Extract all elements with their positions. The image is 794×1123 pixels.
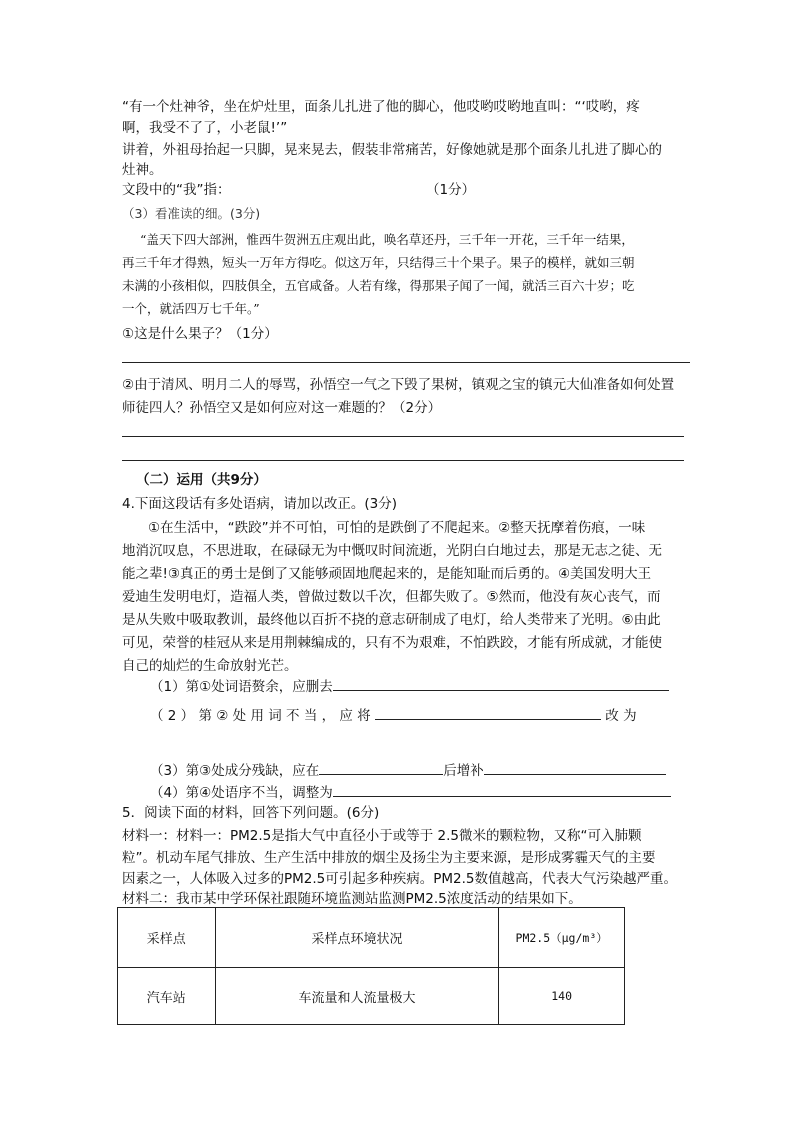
quote-line-1: “有一个灶神爷，坐在炉灶里，面条儿扎进了他的脚心，他哎哟哎哟地直叫：“‘哎哟，疼: [122, 99, 640, 115]
section-title: （二）运用（共9分）: [136, 472, 267, 488]
q4-paragraph-line-7: 自己的灿烂的生命放射光芒。: [122, 658, 298, 674]
table-header-cell: 采样点环境状况: [215, 908, 499, 968]
q4-item-3-label-b: 后增补: [443, 763, 484, 779]
answer-line: [122, 362, 690, 363]
answer-line: [122, 436, 684, 437]
table-header-cell: 采样点: [118, 908, 216, 968]
q4-item-1-label: （1）第①处词语赘余，应删去: [150, 679, 333, 695]
q4-item-3-blank-1[interactable]: [319, 760, 443, 775]
q4-item-3: [150, 760, 666, 781]
table-header-row: [118, 908, 625, 968]
q4-paragraph-line-3: 能之辈!③真正的勇士是倒了又能够顽固地爬起来的，是能知耻而后勇的。④美国发明大王: [122, 566, 652, 582]
q4-item-2: [150, 705, 637, 726]
q4-paragraph-line-6: 可见，荣誉的桂冠从来是用荆棘编成的，只有不为艰难，不怕跌跤，才能有所成就，才能使: [122, 635, 662, 651]
narration-line-2: 灶神。: [122, 162, 163, 178]
quote-line-2: 啊，我受不了了，小老鼠!’”: [122, 120, 288, 136]
q4-item-2-blank-1[interactable]: [375, 705, 601, 720]
passage-line-4: 一个，就活四万七千年。”: [122, 301, 260, 316]
q4-item-2-label: （ 2 ） 第 ② 处 用 词 不 当 ， 应 将: [150, 708, 371, 724]
q4-item-1-blank[interactable]: [333, 676, 669, 691]
q4-item-3-label: （3）第③处成分残缺，应在: [150, 763, 320, 779]
q4-paragraph-line-2: 地消沉叹息，不思进取，在碌碌无为中慨叹时间流逝，光阴白白地过去，那是无志之徒、无: [122, 543, 662, 559]
q5-stem: 5．阅读下面的材料，回答下列问题。(6分): [122, 805, 380, 821]
table-row: [118, 968, 625, 1025]
material-1-line-3: 因素之一，人体吸入过多的PM2.5可引起多种疾病。PM2.5数值越高，代表大气污染越严重。: [122, 871, 678, 887]
passage-line-2: 再三千年才得熟，短头一万年方得吃。似这万年，只结得三十个果子。果子的模样，就如三朝: [122, 255, 635, 270]
table-cell: 车流量和人流量极大: [215, 968, 499, 1025]
table-header-cell: PM2.5（μg/m³）: [499, 908, 625, 968]
subquestion-2-line-2: 师徒四人？孙悟空又是如何应对这一难题的？（2分）: [122, 400, 442, 416]
material-1-line-2: 粒”。机动车尾气排放、生产生活中排放的烟尘及扬尘为主要来源，是形成雾霾天气的主要: [122, 850, 656, 866]
q4-item-4: [150, 782, 671, 803]
passage-line-3: 未满的小孩相似，四肢俱全，五官咸备。人若有缘，得那果子闻了一闻，就活三百六十岁；吃: [122, 278, 635, 293]
narration-line-1: 讲着，外祖母抬起一只脚，晃来晃去，假装非常痛苦，好像她就是那个面条儿扎进了脚心的: [122, 142, 662, 158]
part3-heading: （3）看准读的细。(3分): [122, 206, 261, 221]
material-2: 材料二：我市某中学环保社跟随环境监测站监测PM2.5浓度活动的结果如下。: [122, 891, 582, 907]
q4-stem: 4.下面这段话有多处语病，请加以改正。(3分): [122, 496, 398, 512]
pm25-table: [117, 907, 625, 1025]
subquestion-1: ①这是什么果子？（1分）: [122, 326, 278, 342]
answer-line: [122, 460, 684, 461]
q4-item-3-blank-2[interactable]: [484, 760, 666, 775]
subquestion-2-line-1: ②由于清风、明月二人的辱骂，孙悟空一气之下毁了果树，镇观之宝的镇元大仙准备如何处置: [122, 377, 675, 393]
material-1-line-1: 材料一：材料一：PM2.5是指大气中直径小于或等于 2.5微米的颗粒物，又称“可入肺颗: [122, 828, 642, 844]
q4-paragraph-line-1: ①在生活中，“跌跤”并不可怕，可怕的是跌倒了不爬起来。②整天抚摩着伤痕，一味: [148, 520, 646, 536]
q4-item-4-blank[interactable]: [333, 782, 671, 797]
q4-item-4-label: （4）第④处语序不当，调整为: [150, 785, 333, 801]
question-who-label: 文段中的“我”指：: [122, 182, 231, 198]
table-cell: 140: [499, 968, 625, 1025]
q4-paragraph-line-5: 是从失败中吸取教训，最终他以百折不挠的意志研制成了电灯，给人类带来了光明。⑥由此: [122, 612, 661, 628]
table-cell: 汽车站: [118, 968, 216, 1025]
passage-line-1: “盖天下四大部洲，惟西牛贺洲五庄观出此，唤名草还丹，三千年一开花，三千年一结果，: [140, 232, 634, 247]
q4-item-1: [150, 676, 669, 697]
q4-item-2-label-b: 改 为: [605, 708, 637, 724]
question-who-score: （1分）: [426, 182, 476, 198]
q4-paragraph-line-4: 爱迪生发明电灯，造福人类，曾做过数以千次，但都失败了。⑤然而，他没有灰心丧气，而: [122, 589, 661, 605]
